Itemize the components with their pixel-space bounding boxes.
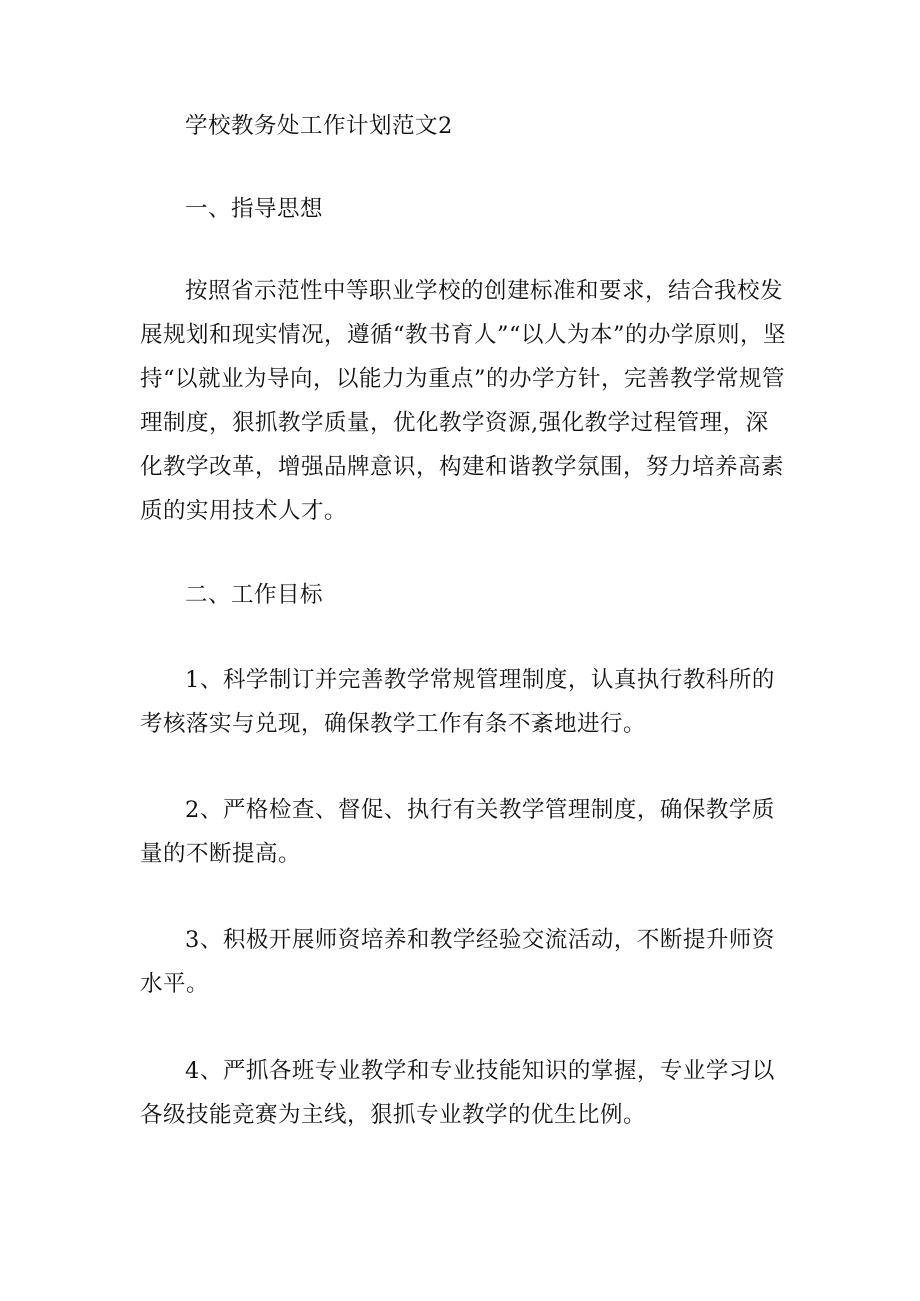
work-goal-item: 4、严抓各班专业教学和专业技能知识的掌握，专业学习以各级技能竞赛为主线，狠抓专业教学的优生比例。 [140,1058,775,1128]
document-title: 学校教务处工作计划范文2 [185,113,453,139]
work-goal-item: 3、积极开展师资培养和教学经验交流活动，不断提升师资水平。 [140,927,775,997]
section-heading-work-goals: 二、工作目标 [185,582,324,608]
work-goal-item: 2、严格检查、督促、执行有关教学管理制度，确保教学质量的不断提高。 [140,797,775,867]
guiding-ideology-paragraph: 按照省示范性中等职业学校的创建标准和要求，结合我校发展规划和现实情况，遵循“教书育人”“以人为本”的办学原则，坚持“以就业为导向，以能力为重点”的办学方针，完善教学常规管理制度，狠抓教学质量，优化教学资源,强化教学过程管理，深化教学改革，增强品牌意识，构建和谐教学氛围，努力培养高素质的实用技术人才。 [140,278,787,524]
section-heading-guiding-ideology: 一、指导思想 [185,196,324,222]
work-goal-item: 1、科学制订并完善教学常规管理制度，认真执行教科所的考核落实与兑现，确保教学工作有条不紊地进行。 [140,667,775,737]
